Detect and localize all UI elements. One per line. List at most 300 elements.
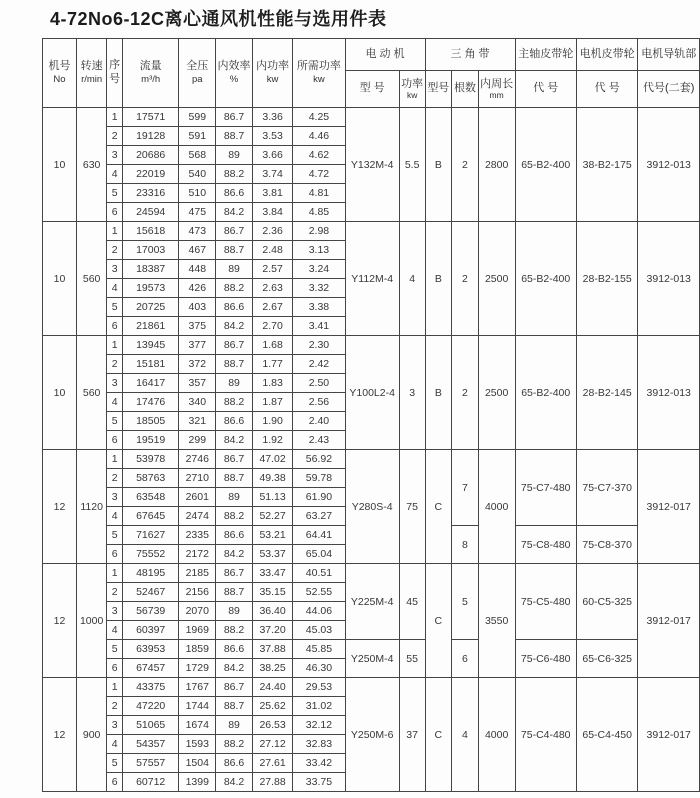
cell-total-pressure: 1969 xyxy=(179,621,216,640)
cell-rail-code: 3912-013 xyxy=(638,336,700,450)
cell-efficiency: 84.2 xyxy=(216,773,253,792)
cell-machine-no: 12 xyxy=(43,678,77,792)
cell-machine-no: 10 xyxy=(43,108,77,222)
cell-seq: 6 xyxy=(107,317,123,336)
cell-total-pressure: 2710 xyxy=(179,469,216,488)
header-belt-length-label: 内周长 xyxy=(480,77,514,90)
cell-speed: 560 xyxy=(76,336,106,450)
cell-required-power: 59.78 xyxy=(293,469,345,488)
cell-internal-power: 37.20 xyxy=(252,621,292,640)
cell-required-power: 33.75 xyxy=(293,773,345,792)
cell-belt-count: 7 xyxy=(452,450,479,526)
cell-required-power: 2.43 xyxy=(293,431,345,450)
cell-total-pressure: 2746 xyxy=(179,450,216,469)
cell-seq: 3 xyxy=(107,716,123,735)
cell-internal-power: 2.57 xyxy=(252,260,292,279)
cell-internal-power: 1.68 xyxy=(252,336,292,355)
cell-required-power: 2.42 xyxy=(293,355,345,374)
cell-efficiency: 86.6 xyxy=(216,184,253,203)
cell-efficiency: 88.7 xyxy=(216,583,253,602)
spec-table xyxy=(42,38,700,792)
cell-seq: 3 xyxy=(107,374,123,393)
cell-internal-power: 51.13 xyxy=(252,488,292,507)
cell-efficiency: 84.2 xyxy=(216,203,253,222)
cell-required-power: 3.13 xyxy=(293,241,345,260)
cell-flow: 19519 xyxy=(122,431,178,450)
cell-total-pressure: 475 xyxy=(179,203,216,222)
cell-motor-pulley-code: 28-B2-145 xyxy=(576,336,637,450)
cell-seq: 2 xyxy=(107,697,123,716)
cell-efficiency: 84.2 xyxy=(216,659,253,678)
cell-total-pressure: 1399 xyxy=(179,773,216,792)
cell-seq: 3 xyxy=(107,146,123,165)
cell-total-pressure: 375 xyxy=(179,317,216,336)
header-motor-pulley-code: 代 号 xyxy=(576,71,637,108)
cell-main-pulley-code: 75-C7-480 xyxy=(515,450,576,526)
cell-required-power: 65.04 xyxy=(293,545,345,564)
cell-flow: 54357 xyxy=(122,735,178,754)
cell-required-power: 52.55 xyxy=(293,583,345,602)
cell-rail-code: 3912-013 xyxy=(638,108,700,222)
cell-speed: 560 xyxy=(76,222,106,336)
cell-total-pressure: 510 xyxy=(179,184,216,203)
cell-required-power: 2.98 xyxy=(293,222,345,241)
header-speed xyxy=(76,39,106,108)
cell-seq: 1 xyxy=(107,336,123,355)
cell-internal-power: 26.53 xyxy=(252,716,292,735)
cell-internal-power: 1.83 xyxy=(252,374,292,393)
header-flow-unit: m³/h xyxy=(141,73,161,85)
cell-motor-power: 5.5 xyxy=(399,108,425,222)
cell-belt-length: 2500 xyxy=(478,222,515,336)
header-efficiency-label: 内效率 xyxy=(217,60,251,73)
cell-internal-power: 1.90 xyxy=(252,412,292,431)
cell-total-pressure: 2601 xyxy=(179,488,216,507)
cell-flow: 47220 xyxy=(122,697,178,716)
cell-seq: 4 xyxy=(107,621,123,640)
cell-motor-pulley-code: 75-C8-370 xyxy=(576,526,637,564)
cell-main-pulley-code: 75-C8-480 xyxy=(515,526,576,564)
cell-flow: 67645 xyxy=(122,507,178,526)
cell-belt-length: 2800 xyxy=(478,108,515,222)
cell-internal-power: 2.36 xyxy=(252,222,292,241)
cell-seq: 1 xyxy=(107,678,123,697)
cell-seq: 5 xyxy=(107,184,123,203)
cell-flow: 19573 xyxy=(122,279,178,298)
cell-efficiency: 86.6 xyxy=(216,526,253,545)
cell-efficiency: 88.7 xyxy=(216,127,253,146)
cell-internal-power: 52.27 xyxy=(252,507,292,526)
cell-flow: 17571 xyxy=(122,108,178,127)
cell-internal-power: 3.36 xyxy=(252,108,292,127)
header-main-pulley-code: 代 号 xyxy=(515,71,576,108)
cell-internal-power: 53.37 xyxy=(252,545,292,564)
table-row xyxy=(43,450,700,469)
cell-machine-no: 10 xyxy=(43,222,77,336)
cell-total-pressure: 1729 xyxy=(179,659,216,678)
cell-total-pressure: 299 xyxy=(179,431,216,450)
cell-total-pressure: 1593 xyxy=(179,735,216,754)
cell-belt-type: C xyxy=(425,450,452,564)
cell-required-power: 29.53 xyxy=(293,678,345,697)
header-motor-model: 型 号 xyxy=(345,71,399,108)
cell-main-pulley-code: 75-C5-480 xyxy=(515,564,576,640)
cell-efficiency: 86.7 xyxy=(216,336,253,355)
cell-efficiency: 88.7 xyxy=(216,469,253,488)
cell-motor-power: 37 xyxy=(399,678,425,792)
cell-efficiency: 89 xyxy=(216,374,253,393)
cell-flow: 60397 xyxy=(122,621,178,640)
cell-flow: 67457 xyxy=(122,659,178,678)
cell-internal-power: 3.81 xyxy=(252,184,292,203)
cell-required-power: 3.24 xyxy=(293,260,345,279)
cell-flow: 18387 xyxy=(122,260,178,279)
cell-flow: 16417 xyxy=(122,374,178,393)
cell-required-power: 44.06 xyxy=(293,602,345,621)
table-row xyxy=(43,108,700,127)
cell-total-pressure: 426 xyxy=(179,279,216,298)
cell-required-power: 4.72 xyxy=(293,165,345,184)
header-machine-no-unit: No xyxy=(53,73,66,85)
header-internal-power-unit: kw xyxy=(266,73,279,85)
cell-seq: 2 xyxy=(107,583,123,602)
cell-efficiency: 86.7 xyxy=(216,678,253,697)
cell-total-pressure: 467 xyxy=(179,241,216,260)
cell-internal-power: 1.92 xyxy=(252,431,292,450)
cell-seq: 6 xyxy=(107,659,123,678)
cell-efficiency: 88.2 xyxy=(216,507,253,526)
cell-internal-power: 38.25 xyxy=(252,659,292,678)
cell-required-power: 46.30 xyxy=(293,659,345,678)
header-belt-length-unit: mm xyxy=(489,89,504,100)
cell-seq: 5 xyxy=(107,754,123,773)
cell-efficiency: 88.2 xyxy=(216,621,253,640)
cell-seq: 2 xyxy=(107,241,123,260)
cell-motor-model: Y280S-4 xyxy=(345,450,399,564)
cell-belt-type: C xyxy=(425,678,452,792)
cell-total-pressure: 568 xyxy=(179,146,216,165)
cell-motor-pulley-code: 75-C7-370 xyxy=(576,450,637,526)
cell-belt-length: 2500 xyxy=(478,336,515,450)
cell-motor-model: Y250M-6 xyxy=(345,678,399,792)
cell-belt-count: 8 xyxy=(452,526,479,564)
cell-efficiency: 89 xyxy=(216,716,253,735)
cell-total-pressure: 473 xyxy=(179,222,216,241)
cell-internal-power: 1.87 xyxy=(252,393,292,412)
cell-speed: 1000 xyxy=(76,564,106,678)
cell-required-power: 61.90 xyxy=(293,488,345,507)
cell-motor-power: 3 xyxy=(399,336,425,450)
cell-rail-code: 3912-017 xyxy=(638,564,700,678)
cell-efficiency: 88.2 xyxy=(216,393,253,412)
cell-seq: 5 xyxy=(107,412,123,431)
cell-flow: 58763 xyxy=(122,469,178,488)
cell-belt-length: 3550 xyxy=(478,564,515,678)
cell-internal-power: 53.21 xyxy=(252,526,292,545)
cell-flow: 15181 xyxy=(122,355,178,374)
cell-internal-power: 3.84 xyxy=(252,203,292,222)
cell-required-power: 4.25 xyxy=(293,108,345,127)
cell-required-power: 4.85 xyxy=(293,203,345,222)
cell-required-power: 32.12 xyxy=(293,716,345,735)
cell-belt-type: C xyxy=(425,564,452,678)
cell-motor-model: Y225M-4 xyxy=(345,564,399,640)
cell-belt-type: B xyxy=(425,108,452,222)
table-row xyxy=(43,222,700,241)
cell-main-pulley-code: 75-C4-480 xyxy=(515,678,576,792)
header-motor-pulley-group: 电机皮带轮 xyxy=(576,39,637,71)
cell-seq: 4 xyxy=(107,735,123,754)
cell-seq: 2 xyxy=(107,355,123,374)
cell-required-power: 3.38 xyxy=(293,298,345,317)
table-row xyxy=(43,564,700,583)
cell-seq: 4 xyxy=(107,393,123,412)
cell-flow: 63953 xyxy=(122,640,178,659)
header-efficiency xyxy=(216,39,253,108)
cell-efficiency: 86.6 xyxy=(216,412,253,431)
cell-internal-power: 33.47 xyxy=(252,564,292,583)
cell-total-pressure: 321 xyxy=(179,412,216,431)
cell-required-power: 2.40 xyxy=(293,412,345,431)
cell-rail-code: 3912-013 xyxy=(638,222,700,336)
cell-motor-pulley-code: 28-B2-155 xyxy=(576,222,637,336)
header-machine-no-label: 机号 xyxy=(48,60,71,73)
cell-total-pressure: 357 xyxy=(179,374,216,393)
cell-total-pressure: 377 xyxy=(179,336,216,355)
cell-required-power: 45.03 xyxy=(293,621,345,640)
cell-required-power: 45.85 xyxy=(293,640,345,659)
cell-flow: 21861 xyxy=(122,317,178,336)
cell-flow: 63548 xyxy=(122,488,178,507)
header-flow xyxy=(122,39,178,108)
cell-main-pulley-code: 65-B2-400 xyxy=(515,336,576,450)
cell-efficiency: 88.7 xyxy=(216,697,253,716)
cell-rail-code: 3912-017 xyxy=(638,678,700,792)
header-efficiency-unit: % xyxy=(229,73,239,85)
cell-internal-power: 2.67 xyxy=(252,298,292,317)
cell-efficiency: 84.2 xyxy=(216,431,253,450)
cell-motor-model: Y250M-4 xyxy=(345,640,399,678)
cell-efficiency: 86.7 xyxy=(216,222,253,241)
cell-internal-power: 3.53 xyxy=(252,127,292,146)
cell-required-power: 31.02 xyxy=(293,697,345,716)
cell-internal-power: 37.88 xyxy=(252,640,292,659)
table-row xyxy=(43,678,700,697)
cell-total-pressure: 1674 xyxy=(179,716,216,735)
cell-motor-power: 45 xyxy=(399,564,425,640)
cell-required-power: 4.46 xyxy=(293,127,345,146)
header-belt-model: 型号 xyxy=(425,71,452,108)
cell-flow: 18505 xyxy=(122,412,178,431)
cell-flow: 17003 xyxy=(122,241,178,260)
cell-total-pressure: 2172 xyxy=(179,545,216,564)
cell-main-pulley-code: 65-B2-400 xyxy=(515,108,576,222)
cell-seq: 3 xyxy=(107,488,123,507)
cell-internal-power: 36.40 xyxy=(252,602,292,621)
cell-seq: 2 xyxy=(107,469,123,488)
cell-internal-power: 3.74 xyxy=(252,165,292,184)
cell-required-power: 64.41 xyxy=(293,526,345,545)
cell-efficiency: 88.2 xyxy=(216,735,253,754)
cell-seq: 6 xyxy=(107,545,123,564)
cell-seq: 3 xyxy=(107,260,123,279)
cell-belt-count: 2 xyxy=(452,108,479,222)
cell-flow: 53978 xyxy=(122,450,178,469)
header-pressure xyxy=(179,39,216,108)
cell-seq: 1 xyxy=(107,222,123,241)
cell-total-pressure: 1744 xyxy=(179,697,216,716)
cell-required-power: 56.92 xyxy=(293,450,345,469)
cell-flow: 22019 xyxy=(122,165,178,184)
cell-machine-no: 12 xyxy=(43,564,77,678)
cell-seq: 5 xyxy=(107,526,123,545)
header-pressure-unit: pa xyxy=(191,73,203,85)
header-main-pulley-group: 主轴皮带轮 xyxy=(515,39,576,71)
cell-efficiency: 88.2 xyxy=(216,165,253,184)
cell-efficiency: 89 xyxy=(216,602,253,621)
cell-internal-power: 2.48 xyxy=(252,241,292,260)
cell-speed: 630 xyxy=(76,108,106,222)
header-belt-count: 根数 xyxy=(452,71,479,108)
header-required-power xyxy=(293,39,345,108)
cell-efficiency: 84.2 xyxy=(216,545,253,564)
cell-belt-count: 4 xyxy=(452,678,479,792)
cell-flow: 60712 xyxy=(122,773,178,792)
cell-required-power: 3.41 xyxy=(293,317,345,336)
cell-efficiency: 89 xyxy=(216,146,253,165)
cell-efficiency: 86.7 xyxy=(216,108,253,127)
cell-efficiency: 88.2 xyxy=(216,279,253,298)
cell-efficiency: 86.6 xyxy=(216,298,253,317)
cell-motor-pulley-code: 65-C6-325 xyxy=(576,640,637,678)
cell-flow: 43375 xyxy=(122,678,178,697)
cell-required-power: 32.83 xyxy=(293,735,345,754)
cell-internal-power: 24.40 xyxy=(252,678,292,697)
cell-seq: 3 xyxy=(107,602,123,621)
cell-required-power: 2.30 xyxy=(293,336,345,355)
cell-speed: 900 xyxy=(76,678,106,792)
cell-flow: 23316 xyxy=(122,184,178,203)
cell-flow: 20686 xyxy=(122,146,178,165)
cell-internal-power: 27.61 xyxy=(252,754,292,773)
cell-belt-count: 5 xyxy=(452,564,479,640)
cell-total-pressure: 540 xyxy=(179,165,216,184)
cell-flow: 13945 xyxy=(122,336,178,355)
cell-total-pressure: 340 xyxy=(179,393,216,412)
cell-belt-count: 2 xyxy=(452,336,479,450)
header-pressure-label: 全压 xyxy=(186,60,209,73)
cell-required-power: 2.56 xyxy=(293,393,345,412)
cell-internal-power: 25.62 xyxy=(252,697,292,716)
cell-motor-power: 55 xyxy=(399,640,425,678)
cell-internal-power: 27.12 xyxy=(252,735,292,754)
header-motor-group: 电 动 机 xyxy=(345,39,425,71)
cell-required-power: 63.27 xyxy=(293,507,345,526)
spec-table-container xyxy=(42,38,700,792)
cell-flow: 24594 xyxy=(122,203,178,222)
cell-efficiency: 84.2 xyxy=(216,317,253,336)
cell-internal-power: 2.70 xyxy=(252,317,292,336)
cell-seq: 6 xyxy=(107,773,123,792)
cell-flow: 17476 xyxy=(122,393,178,412)
header-motor-power-unit: kw xyxy=(406,89,418,100)
table-row xyxy=(43,336,700,355)
cell-seq: 6 xyxy=(107,203,123,222)
header-speed-unit: r/min xyxy=(81,73,103,85)
header-seq-label-2: 号 xyxy=(109,73,121,85)
cell-internal-power: 35.15 xyxy=(252,583,292,602)
cell-required-power: 40.51 xyxy=(293,564,345,583)
cell-total-pressure: 1504 xyxy=(179,754,216,773)
cell-motor-pulley-code: 65-C4-450 xyxy=(576,678,637,792)
table-body xyxy=(43,108,700,792)
cell-seq: 1 xyxy=(107,108,123,127)
cell-flow: 52467 xyxy=(122,583,178,602)
cell-machine-no: 10 xyxy=(43,336,77,450)
header-vbelt-group: 三 角 带 xyxy=(425,39,515,71)
cell-required-power: 33.42 xyxy=(293,754,345,773)
header-rail-group: 电机导轨部 xyxy=(638,39,700,71)
header-seq-label-1: 序 xyxy=(109,59,121,72)
header-rail-code: 代号(二套) xyxy=(638,71,700,108)
header-row-1 xyxy=(43,39,700,71)
header-required-power-unit: kw xyxy=(313,73,325,85)
cell-total-pressure: 1859 xyxy=(179,640,216,659)
cell-required-power: 2.50 xyxy=(293,374,345,393)
cell-belt-count: 2 xyxy=(452,222,479,336)
header-required-power-label: 所需功率 xyxy=(296,60,341,73)
cell-internal-power: 49.38 xyxy=(252,469,292,488)
cell-total-pressure: 599 xyxy=(179,108,216,127)
cell-main-pulley-code: 75-C6-480 xyxy=(515,640,576,678)
header-speed-label: 转速 xyxy=(80,60,103,73)
cell-flow: 56739 xyxy=(122,602,178,621)
cell-seq: 5 xyxy=(107,298,123,317)
cell-internal-power: 1.77 xyxy=(252,355,292,374)
cell-flow: 48195 xyxy=(122,564,178,583)
header-belt-length xyxy=(478,71,515,108)
cell-total-pressure: 448 xyxy=(179,260,216,279)
cell-total-pressure: 2156 xyxy=(179,583,216,602)
table-header xyxy=(43,39,700,108)
cell-seq: 1 xyxy=(107,450,123,469)
cell-seq: 2 xyxy=(107,127,123,146)
cell-seq: 5 xyxy=(107,640,123,659)
cell-required-power: 4.81 xyxy=(293,184,345,203)
cell-total-pressure: 1767 xyxy=(179,678,216,697)
header-motor-power xyxy=(399,71,425,108)
cell-internal-power: 27.88 xyxy=(252,773,292,792)
cell-belt-type: B xyxy=(425,336,452,450)
cell-belt-length: 4000 xyxy=(478,450,515,564)
header-motor-power-label: 功率 xyxy=(401,77,424,90)
cell-flow: 57557 xyxy=(122,754,178,773)
cell-motor-model: Y132M-4 xyxy=(345,108,399,222)
cell-efficiency: 86.6 xyxy=(216,640,253,659)
table-row xyxy=(43,640,700,659)
header-flow-label: 流量 xyxy=(139,60,162,73)
cell-total-pressure: 372 xyxy=(179,355,216,374)
cell-belt-length: 4000 xyxy=(478,678,515,792)
cell-machine-no: 12 xyxy=(43,450,77,564)
page-title: 4-72No6-12C离心通风机性能与选用件表 xyxy=(50,9,387,29)
cell-flow: 75552 xyxy=(122,545,178,564)
cell-total-pressure: 2185 xyxy=(179,564,216,583)
cell-flow: 15618 xyxy=(122,222,178,241)
cell-total-pressure: 2070 xyxy=(179,602,216,621)
cell-efficiency: 88.7 xyxy=(216,241,253,260)
cell-total-pressure: 403 xyxy=(179,298,216,317)
